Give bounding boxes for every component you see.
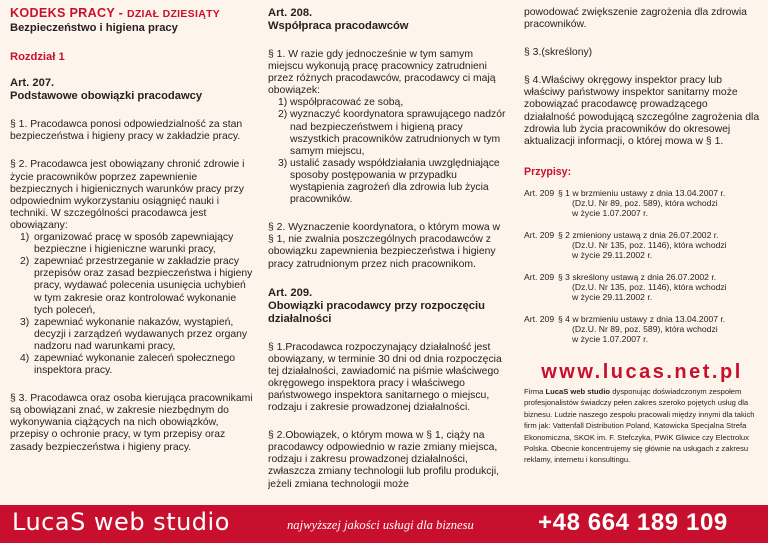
list-item: 1) organizować pracę w sposób zapewniający bezpieczne i higieniczne warunki pracy, [20,232,234,256]
document-title: KODEKS PRACY - DZIAŁ DZIESIĄTY [10,6,221,20]
article-209-para-3: § 3.(skreślony) [524,47,593,59]
list-item: 2) wyznaczyć koordynatora sprawującego nadzór nad bezpieczeństwem i higieną pracy wszystkich pracowników zatrudnionych w tym samym miejscu, [278,109,506,157]
list-item: 4) zapewniać wykonanie zaleceń społecznego inspektora pracy. [20,352,236,377]
slogan: najwyższej jakości usługi dla biznesu [287,518,474,532]
footnote: Art. 209 § 4 w brzmieniu ustawy z dnia 13.04.2007 r. (Dz.U. Nr 89, poz. 589), która wchodzi w życie 1.07.2007 r. [524,313,726,344]
article-207-para-2: § 2. Pracodawca jest obowiązany chronić zdrowie i życie pracowników poprzez zapewnienie bezpiecznych i higienicznych warunków pracy przy odpowiednim wykorzystaniu osiągnięć nauki i techniki. W szczególności pracodawca jest obowiązany: [10,159,245,231]
article-208-para-2: § 2. Wyznaczenie koordynatora, o którym mowa w § 1, nie zwalnia poszczególnych pracodawców z obowiązku zapewnienia bezpieczeństwa i higieny pracy zatrudnionym przez nich pracownikom. [268,222,501,270]
article-207-para-3: § 3. Pracodawca oraz osoba kierująca pracownikami są obowiązani znać, w zakresie niezbędnym do wykonywania ciążących na nich obowiązków, przepisy o ochronie pracy, w tym przepisy oraz zasady bezpieczeństwa i higieny pracy. [10,393,253,453]
article-207-number: Art. 207. [10,77,55,90]
footnote: Art. 209 § 1 w brzmieniu ustawy z dnia 13.04.2007 r. (Dz.U. Nr 89, poz. 589), która wchodzi w życie 1.07.2007 r. [524,187,726,218]
company-name: LucaS web studio [545,387,611,397]
website-link[interactable]: www.lucas.net.pl [541,360,743,383]
list-item: 2) zapewniać przestrzeganie w zakładzie pracy przepisów oraz zasad bezpieczeństwa i higieny pracy, wydawać polecenia usunięcia uchybień w tym zakresie oraz kontrolować wykonanie tych poleceń, [20,256,253,316]
article-209-title: Obowiązki pracodawcy przy rozpoczęciu działalności [268,299,485,325]
footnote: Art. 209 § 2 zmieniony ustawą z dnia 26.07.2002 r. (Dz.U. Nr 135, poz. 1146), która wchodzi w życie 29.11.2002 r. [524,229,727,260]
article-207-para-1: § 1. Pracodawca ponosi odpowiedzialność za stan bezpieczeństwa i higieny pracy w zakładzie pracy. [10,119,243,143]
list-item: 3) zapewniać wykonanie nakazów, wystąpień, decyzji i zarządzeń wydawanych przez organy nadzoru nad warunkami pracy, [20,316,248,352]
list-item: 1) współpracować ze sobą, [278,97,404,109]
article-208-number: Art. 208. [268,7,313,19]
section-heading: Rozdział 1 [10,51,65,64]
column-right [524,0,760,505]
article-208-para-1: § 1. W razie gdy jednocześnie w tym samym miejscu wykonują pracę pracownicy zatrudnieni przez różnych pracodawców, pracodawcy ci mają obowiązek: [268,49,496,97]
article-208-title: Współpraca pracodawców [268,20,409,32]
footnote: Art. 209 § 3 skreślony ustawą z dnia 26.07.2002 r. (Dz.U. Nr 135, poz. 1146), która wchodzi w życie 29.11.2002 r. [524,271,727,302]
article-209-para-4: § 4.Właściwy okręgowy inspektor pracy lub właściwy państwowy inspektor sanitarny może zobowiązać pracodawcę prowadzącego działalność powodującą szczególne zagrożenia dla zdrowia lub życia pracowników do okresowej aktualizacji informacji, o której mowa w § 1. [524,75,760,147]
article-209-para-2: § 2.Obowiązek, o którym mowa w § 1, ciąży na pracodawcy odpowiednio w razie zmiany miejsca, rodzaju i zakresu prowadzonej działalności, zwłaszcza zmiany technologii lub profilu produkcji, jeżeli zmiana technologii może [268,430,500,490]
footnotes-heading: Przypisy: [524,165,572,178]
article-207-list [10,232,255,377]
article-209-para-1: § 1.Pracodawca rozpoczynający działalność jest obowiązany, w terminie 30 dni od dnia rozpoczęcia tej działalności, zawiadomić na piśmie właściwego okręgowego inspektora pracy i właściwego państwowego inspektora sanitarnego o miejscu, rodzaju i zakresie prowadzonej działalności. [268,341,502,414]
article-207-title: Podstawowe obowiązki pracodawcy [10,90,203,103]
footer-bar [0,505,768,543]
column-middle [268,0,508,505]
brand-logo-text: LucaS web studio [12,508,230,536]
company-description: Firma LucaS web studio dysponując doświadczonym zespołem profesjonalistów świadczy pełen zakres szeroko pojętych usług dla biznesu. Ludzie naszego zespołu pracowali między innymi dla takich firm jak: Vattenfall Distribution Poland, Katowicka Specjalna Strefa Ekonomiczna, SKOK im. F. Stefczyka, PWiK Gliwice czy Electrolux Polska. Obecnie koncentrujemy się głównie na usługach z zakresu reklamy, internetu i konsultingu. [524,387,755,465]
chapter-label: DZIAŁ DZIESIĄTY [126,8,221,20]
article-209-para-2-continued: powodować zwiększenie zagrożenia dla zdrowia pracowników. [524,7,747,31]
document-subtitle: Bezpieczeństwo i higiena pracy [10,22,178,35]
phone-number[interactable]: +48 664 189 109 [538,509,728,536]
column-left [10,0,255,505]
article-209-number: Art. 209. [268,286,313,299]
list-item: 3) ustalić zasady współdziałania uwzględniające sposoby postępowania w przypadku wystąpienia zagrożeń dla zdrowia lub życia pracowników. [278,157,500,206]
article-208-list [268,97,508,206]
